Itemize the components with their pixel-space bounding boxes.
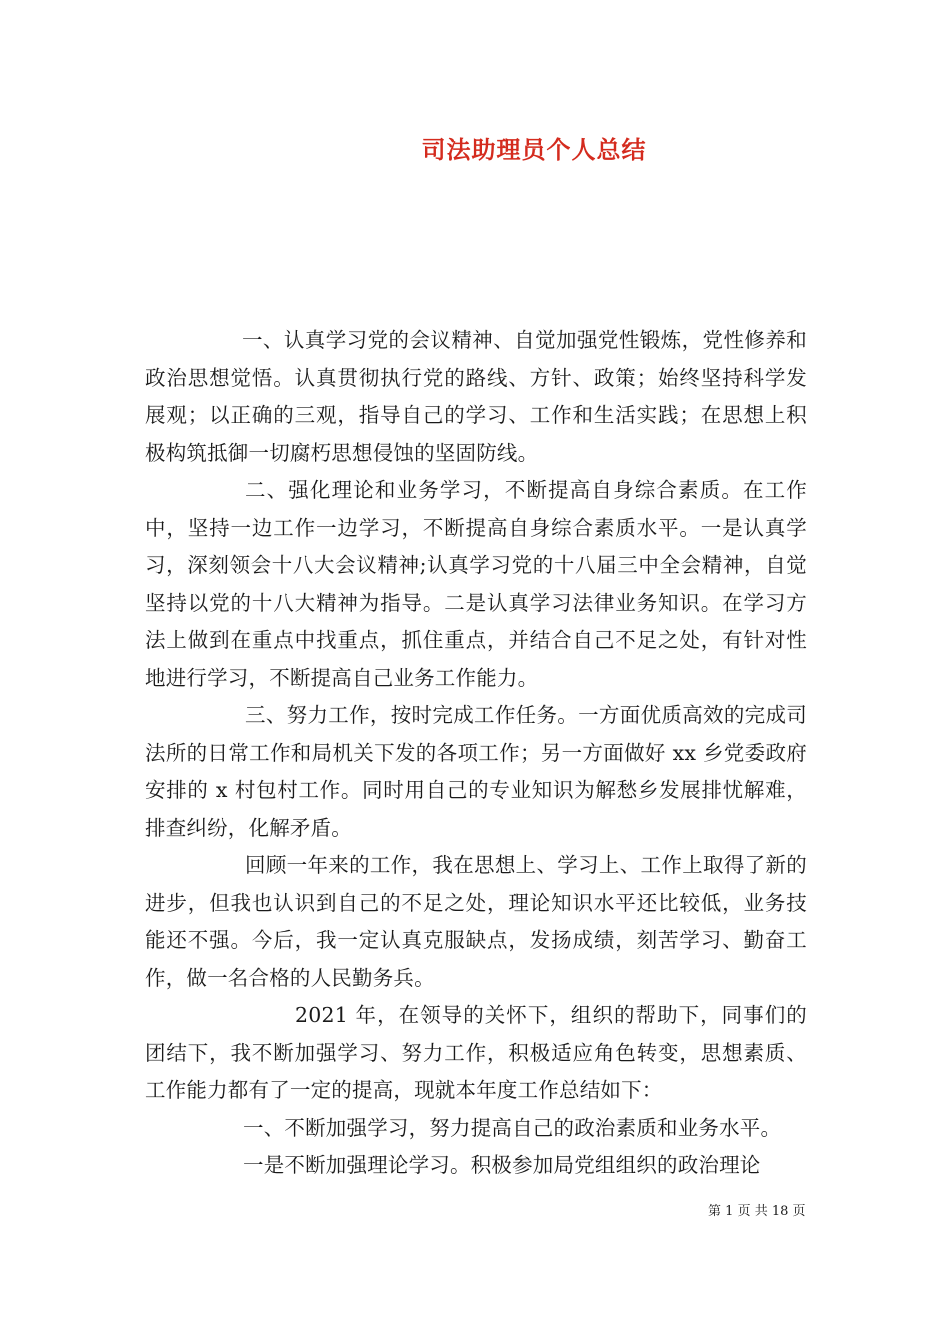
paragraph-7: 一是不断加强理论学习。积极参加局党组组织的政治理论: [243, 1153, 761, 1177]
paragraph-4: 回顾一年来的工作，我在思想上、学习上、工作上取得了新的进步，但我也认识到自己的不足之处，理论知识水平还比较低，业务技能还不强。今后，我一定认真克服缺点，发扬成绩，刻苦学习、勤奋工作，做一名合格的人民勤务兵。: [145, 853, 807, 990]
footer-current-page: 1: [725, 1204, 734, 1219]
footer-prefix: 第: [708, 1204, 722, 1219]
paragraph-1: 一、认真学习党的会议精神、自觉加强党性锻炼，党性修养和政治思想觉悟。认真贯彻执行党的路线、方针、政策；始终坚持科学发展观；以正确的三观，指导自己的学习、工作和生活实践；在思想上积极构筑抵御一切腐朽思想侵蚀的坚固防线。: [145, 328, 807, 465]
footer-total-pages: 18: [771, 1204, 789, 1219]
paragraph-2: 二、强化理论和业务学习，不断提高自身综合素质。在工作中，坚持一边工作一边学习，不断提高自身综合素质水平。一是认真学习，深刻领会十八大会议精神;认真学习党的十八届三中全会精神，自觉坚持以党的十八大精神为指导。二是认真学习法律业务知识。在学习方法上做到在重点中找重点，抓住重点，并结合自己不足之处，有针对性地进行学习，不断提高自己业务工作能力。: [145, 478, 807, 690]
document-body: [145, 322, 807, 1185]
footer-middle: 页 共: [737, 1204, 768, 1219]
document-title: 司法助理员个人总结: [421, 135, 647, 164]
page-number-footer: [708, 1203, 806, 1221]
footer-suffix: 页: [792, 1204, 806, 1219]
paragraph-5: 2021 年，在领导的关怀下，组织的帮助下，同事们的团结下，我不断加强学习、努力工作，积极适应角色转变，思想素质、工作能力都有了一定的提高，现就本年度工作总结如下：: [145, 1003, 807, 1102]
paragraph-3: 三、努力工作，按时完成工作任务。一方面优质高效的完成司法所的日常工作和局机关下发的各项工作；另一方面做好 xx 乡党委政府安排的 x 村包村工作。同时用自己的专业知识为解愁乡发展排忧解难，排查纠纷，化解矛盾。: [145, 703, 807, 840]
paragraph-6: 一、不断加强学习，努力提高自己的政治素质和业务水平。: [243, 1115, 782, 1140]
